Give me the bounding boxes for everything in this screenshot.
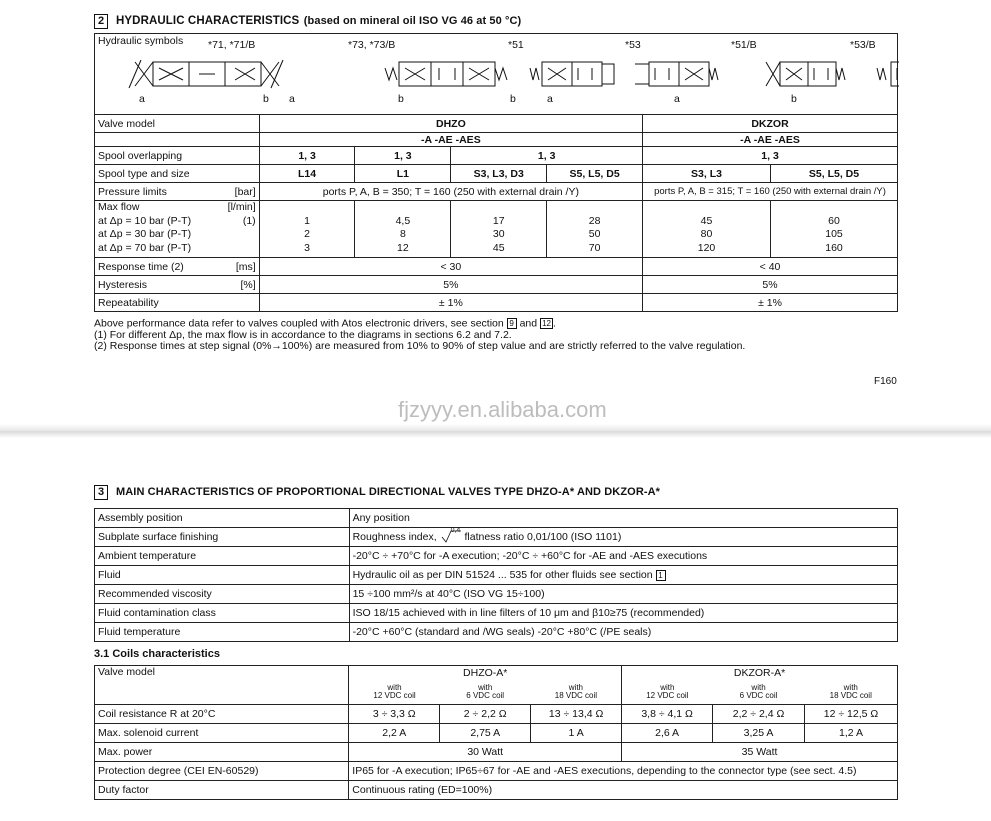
dkzor-executions: -A -AE -AES	[643, 133, 898, 147]
section-number: 2	[94, 14, 108, 29]
spool-overlap-value: 1, 3	[451, 147, 643, 165]
note-2: (2) Response times at step signal (0%→100%) are measured from 10% to 90% of step value and are strictly referred to the valve regulation.	[94, 340, 746, 353]
hysteresis-unit: [%]	[240, 278, 256, 291]
flow-value: 28	[588, 214, 601, 227]
resistance-value: 2 ÷ 2,2 Ω	[440, 705, 531, 724]
resistance-value: 3,8 ÷ 4,1 Ω	[622, 705, 713, 724]
flow-value: 60	[828, 214, 840, 227]
main-characteristics-table	[94, 508, 898, 642]
section-3-header	[94, 482, 660, 500]
max-flow-col	[259, 201, 355, 258]
spool-overlap-label: Spool overlapping	[95, 147, 260, 165]
current-value: 2,2 A	[349, 724, 440, 743]
resistance-value: 12 ÷ 12,5 Ω	[805, 705, 898, 724]
spool-type-label: Spool type and size	[95, 165, 260, 183]
row-label: Subplate surface finishing	[95, 528, 350, 547]
current-value: 1 A	[531, 724, 622, 743]
page-separator	[0, 424, 991, 438]
max-flow-unit: [l/min]	[227, 201, 256, 213]
flow-value: 70	[588, 241, 601, 254]
note-main: Above performance data refer to valves coupled with Atos electronic drivers, see section 9 and 12 .	[94, 317, 556, 330]
flow-condition-label: at Δp = 70 bar (P-T)	[98, 241, 192, 254]
coil-with: with	[843, 683, 858, 693]
max-flow-label	[95, 201, 260, 258]
hysteresis-label-text: Hysteresis	[98, 278, 148, 291]
coil-header	[440, 681, 531, 705]
max-flow-col	[451, 201, 547, 258]
current-value: 3,25 A	[713, 724, 805, 743]
symbol-end-b: b	[263, 93, 269, 105]
symbol-end-a: a	[289, 93, 295, 105]
symbol-code-6: *53/B	[850, 39, 876, 51]
resistance-value: 13 ÷ 13,4 Ω	[531, 705, 622, 724]
section-title: HYDRAULIC CHARACTERISTICS	[116, 15, 300, 27]
max-flow-col	[771, 201, 898, 258]
max-flow-col	[355, 201, 451, 258]
symbol-code-2: *73, *73/B	[348, 39, 396, 51]
dkzor-a-header: DKZOR-A*	[622, 666, 898, 681]
row-label: Fluid temperature	[95, 623, 350, 642]
pressure-label-text: Pressure limits	[98, 185, 167, 198]
dhzo-header: DHZO	[259, 115, 642, 133]
flow-value: 4,5	[395, 214, 411, 227]
response-dkzor: < 40	[643, 258, 898, 276]
symbols-label: Hydraulic symbols	[98, 35, 184, 47]
row-label: Recommended viscosity	[95, 585, 350, 604]
coils-table	[94, 665, 898, 800]
coil-type: 6 VDC coil	[739, 691, 778, 701]
spool-type-value: S3, L3, D3	[451, 165, 547, 183]
repeatability-dhzo: ± 1%	[259, 294, 642, 312]
symbol-end-a: a	[674, 93, 680, 105]
roughness-value: 0,4	[450, 527, 461, 534]
dkzor-header: DKZOR	[643, 115, 898, 133]
current-value: 2,6 A	[622, 724, 713, 743]
row-label: Assembly position	[95, 509, 350, 528]
roughness-symbol-icon	[440, 527, 462, 544]
pressure-dkzor: ports P, A, B = 315; T = 160 (250 with external drain /Y)	[643, 183, 898, 201]
resistance-value: 3 ÷ 3,3 Ω	[349, 705, 440, 724]
current-value: 2,75 A	[440, 724, 531, 743]
flow-condition-label: at Δp = 10 bar (P-T)	[98, 214, 192, 227]
section-ref: 1	[656, 570, 666, 581]
max-flow-col	[643, 201, 771, 258]
spool-type-value: S5, L5, D5	[547, 165, 643, 183]
flow-value: 1	[304, 214, 310, 227]
symbol-code-4: *53	[625, 39, 641, 51]
repeatability-dkzor: ± 1%	[643, 294, 898, 312]
valve-model-label: Valve model	[95, 115, 260, 133]
power-dhzo: 30 Watt	[349, 743, 622, 762]
coil-with: with	[751, 683, 766, 693]
roughness-text: Roughness index,	[352, 530, 437, 543]
spool-overlap-value: 1, 3	[259, 147, 355, 165]
hysteresis-label	[95, 276, 260, 294]
coil-type: 12 VDC coil	[373, 691, 416, 701]
section-title: MAIN CHARACTERISTICS OF PROPORTIONAL DIRECTIONAL VALVES TYPE DHZO-A* AND DKZOR-A*	[116, 486, 661, 498]
spool-type-value: L14	[259, 165, 355, 183]
note-and: and	[519, 317, 538, 330]
resistance-value: 2,2 ÷ 2,4 Ω	[713, 705, 805, 724]
flow-value: 17	[492, 214, 505, 227]
flow-value: 12	[397, 241, 409, 254]
pressure-dhzo: ports P, A, B = 350; T = 160 (250 with external drain /Y)	[259, 183, 642, 201]
power-label: Max. power	[95, 743, 349, 762]
section-number: 3	[94, 485, 108, 500]
symbol-end-b: b	[510, 93, 516, 105]
row-value: 15 ÷100 mm²/s at 40°C (ISO VG 15÷100)	[349, 585, 897, 604]
coil-type: 6 VDC coil	[466, 691, 505, 701]
row-value	[349, 566, 897, 585]
dhzo-a-header: DHZO-A*	[349, 666, 622, 681]
section-ref: 9	[507, 318, 517, 329]
duty-label: Duty factor	[95, 781, 349, 800]
symbol-code-3: *51	[508, 39, 524, 51]
spool-overlap-value: 1, 3	[643, 147, 898, 165]
spool-overlap-value: 1, 3	[355, 147, 451, 165]
flow-value: 30	[492, 228, 505, 240]
pressure-limits-label	[95, 183, 260, 201]
hysteresis-dhzo: 5%	[259, 276, 642, 294]
valve-symbol-51b	[766, 62, 845, 86]
coil-header	[713, 681, 805, 705]
response-dhzo: < 30	[259, 258, 642, 276]
flow-value: 45	[700, 214, 713, 227]
coil-type: 12 VDC coil	[646, 691, 689, 701]
symbol-end-a: a	[139, 93, 145, 105]
coil-with: with	[660, 683, 675, 693]
flow-value: 3	[304, 241, 310, 254]
hydraulic-symbols-cell	[95, 34, 898, 115]
spool-type-value: L1	[355, 165, 451, 183]
flow-value: 105	[825, 228, 843, 240]
note-main-text: Above performance data refer to valves coupled with Atos electronic drivers, see section	[94, 317, 504, 330]
coil-header	[805, 681, 898, 705]
row-label: Fluid	[95, 566, 350, 585]
flow-condition-label: at Δp = 30 bar (P-T)	[98, 228, 192, 240]
duty-value: Continuous rating (ED=100%)	[349, 781, 898, 800]
response-time-label	[95, 258, 260, 276]
section-ref: 12	[540, 318, 553, 329]
symbol-end-a: a	[547, 93, 553, 105]
max-flow-label-text: Max flow	[98, 201, 140, 213]
coil-type: 18 VDC coil	[554, 691, 598, 701]
flatness-text: flatness ratio 0,01/100 (ISO 1101)	[464, 530, 622, 543]
dhzo-executions: -A -AE -AES	[259, 133, 642, 147]
flow-value: 50	[588, 228, 601, 240]
watermark: fjzyyy.en.alibaba.com	[398, 397, 607, 422]
spool-type-value: S5, L5, D5	[771, 165, 898, 183]
valve-symbol-53	[635, 62, 718, 86]
coils-section-title: 3.1 Coils characteristics	[94, 648, 220, 660]
flow-value: 120	[697, 241, 716, 254]
coil-header	[622, 681, 713, 705]
flow-value: 160	[825, 241, 843, 254]
coil-with: with	[478, 683, 493, 693]
flow-value: 2	[304, 228, 310, 240]
pressure-unit: [bar]	[234, 185, 256, 198]
coil-type: 18 VDC coil	[829, 691, 872, 701]
response-unit: [ms]	[235, 260, 256, 273]
valve-symbol-53b	[877, 62, 899, 86]
footnote-ref: (1)	[242, 214, 256, 227]
flow-value: 80	[700, 228, 713, 240]
row-value: ISO 18/15 achieved with in line filters of 10 μm and β10≥75 (recommended)	[349, 604, 897, 623]
valve-symbol-51	[530, 62, 614, 86]
protection-label: Protection degree (CEI EN-60529)	[95, 762, 349, 781]
response-label-text: Response time (2)	[98, 260, 184, 273]
row-value: Any position	[349, 509, 897, 528]
coil-with: with	[387, 683, 402, 693]
page-code: F160	[874, 376, 897, 387]
empty-cell	[95, 133, 260, 147]
power-dkzor: 35 Watt	[622, 743, 898, 762]
coil-header	[349, 681, 440, 705]
coil-with: with	[568, 683, 584, 693]
resistance-label: Coil resistance R at 20°C	[95, 705, 349, 724]
spool-type-value: S3, L3	[643, 165, 771, 183]
row-value: -20°C ÷ +70°C for -A execution; -20°C ÷ +60°C for -AE and -AES executions	[349, 547, 897, 566]
row-label: Ambient temperature	[95, 547, 350, 566]
section-2-header	[94, 11, 521, 29]
row-label: Fluid contamination class	[95, 604, 350, 623]
coil-header	[531, 681, 622, 705]
flow-value: 8	[399, 228, 406, 240]
symbol-code-1: *71, *71/B	[208, 39, 256, 51]
valve-symbol-71	[129, 60, 283, 88]
section-subtitle: (based on mineral oil ISO VG 46 at 50 °C)	[303, 15, 522, 27]
max-flow-col	[547, 201, 643, 258]
note-1: (1) For different Δp, the max flow is in accordance to the diagrams in sections 6.2 and 7.2.	[94, 328, 512, 341]
fluid-text: Hydraulic oil as per DIN 51524 ... 535 for other fluids see section	[352, 569, 653, 581]
protection-value: IP65 for -A execution; IP65÷67 for -AE and -AES executions, depending to the connector type (see sect. 4.5)	[349, 762, 898, 781]
section-2-notes	[94, 318, 898, 353]
row-value	[349, 528, 897, 547]
valve-symbol-73	[385, 62, 507, 86]
symbol-code-5: *51/B	[731, 39, 757, 51]
hydraulic-characteristics-table	[94, 33, 898, 312]
current-label: Max. solenoid current	[95, 724, 349, 743]
symbol-end-b: b	[398, 93, 404, 105]
valve-model-label: Valve model	[95, 666, 349, 705]
symbol-end-b: b	[791, 93, 797, 105]
repeatability-label: Repeatability	[95, 294, 260, 312]
current-value: 1,2 A	[805, 724, 898, 743]
row-value: -20°C +60°C (standard and /WG seals) -20°C +80°C (/PE seals)	[349, 623, 897, 642]
hysteresis-dkzor: 5%	[643, 276, 898, 294]
flow-value: 45	[492, 241, 505, 254]
